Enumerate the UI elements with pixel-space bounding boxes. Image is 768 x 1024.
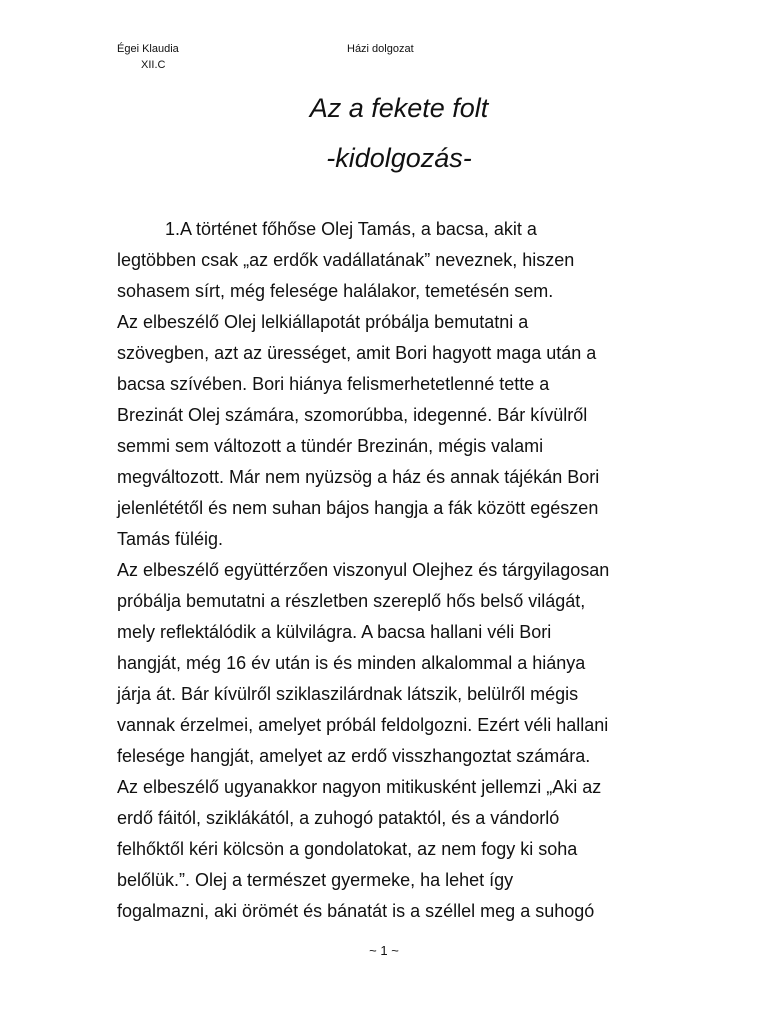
body-line: erdő fáitól, sziklákától, a zuhogó pataktól, és a vándorló <box>117 808 560 828</box>
author-name: Égei Klaudia <box>117 43 179 55</box>
body-text <box>117 214 657 927</box>
body-line: sohasem sírt, még felesége halálakor, temetésén sem. <box>117 281 554 301</box>
body-line: legtöbben csak „az erdők vadállatának” neveznek, hiszen <box>117 250 575 270</box>
document-subtitle: -kidolgozás- <box>326 143 472 173</box>
body-line: semmi sem változott a tündér Brezinán, mégis valami <box>117 436 544 456</box>
body-line: Az elbeszélő együttérzően viszonyul Olejhez és tárgyilagosan <box>117 560 610 580</box>
document-title: Az a fekete folt <box>309 93 489 123</box>
body-line: Az elbeszélő ugyanakkor nagyon mitikusként jellemzi „Aki az <box>117 777 602 797</box>
body-line: felesége hangját, amelyet az erdő visszhangoztat számára. <box>117 746 591 766</box>
body-line: bacsa szívében. Bori hiánya felismerhetetlenné tette a <box>117 374 550 394</box>
class-label: XII.C <box>141 59 166 71</box>
body-line: Brezinát Olej számára, szomorúbba, idegenné. Bár kívülről <box>117 405 588 425</box>
body-line: Tamás füléig. <box>117 529 224 549</box>
body-line: hangját, még 16 év után is és minden alkalommal a hiánya <box>117 653 586 673</box>
body-line: mely reflektálódik a külvilágra. A bacsa hallani véli Bori <box>117 622 552 642</box>
document-type-label: Házi dolgozat <box>347 43 414 55</box>
body-line: próbálja bemutatni a részletben szereplő hős belső világát, <box>117 591 586 611</box>
body-line: vannak érzelmei, amelyet próbál feldolgozni. Ezért véli hallani <box>117 715 609 735</box>
page-number: ~ 1 ~ <box>369 943 399 958</box>
body-line: megváltozott. Már nem nyüzsög a ház és annak tájékán Bori <box>117 467 600 487</box>
body-line: felhőktől kéri kölcsön a gondolatokat, az nem fogy ki soha <box>117 839 578 859</box>
body-line: járja át. Bár kívülről sziklaszilárdnak látszik, belülről mégis <box>117 684 579 704</box>
body-line: 1.A történet főhőse Olej Tamás, a bacsa, akit a <box>165 219 537 239</box>
body-line: Az elbeszélő Olej lelkiállapotát próbálja bemutatni a <box>117 312 529 332</box>
body-line: belőlük.”. Olej a természet gyermeke, ha lehet így <box>117 870 514 890</box>
body-line: szövegben, azt az ürességet, amit Bori hagyott maga után a <box>117 343 597 363</box>
body-line: fogalmazni, aki örömét és bánatát is a széllel meg a suhogó <box>117 901 595 921</box>
body-line: jelenlététől és nem suhan bájos hangja a fák között egészen <box>117 498 599 518</box>
